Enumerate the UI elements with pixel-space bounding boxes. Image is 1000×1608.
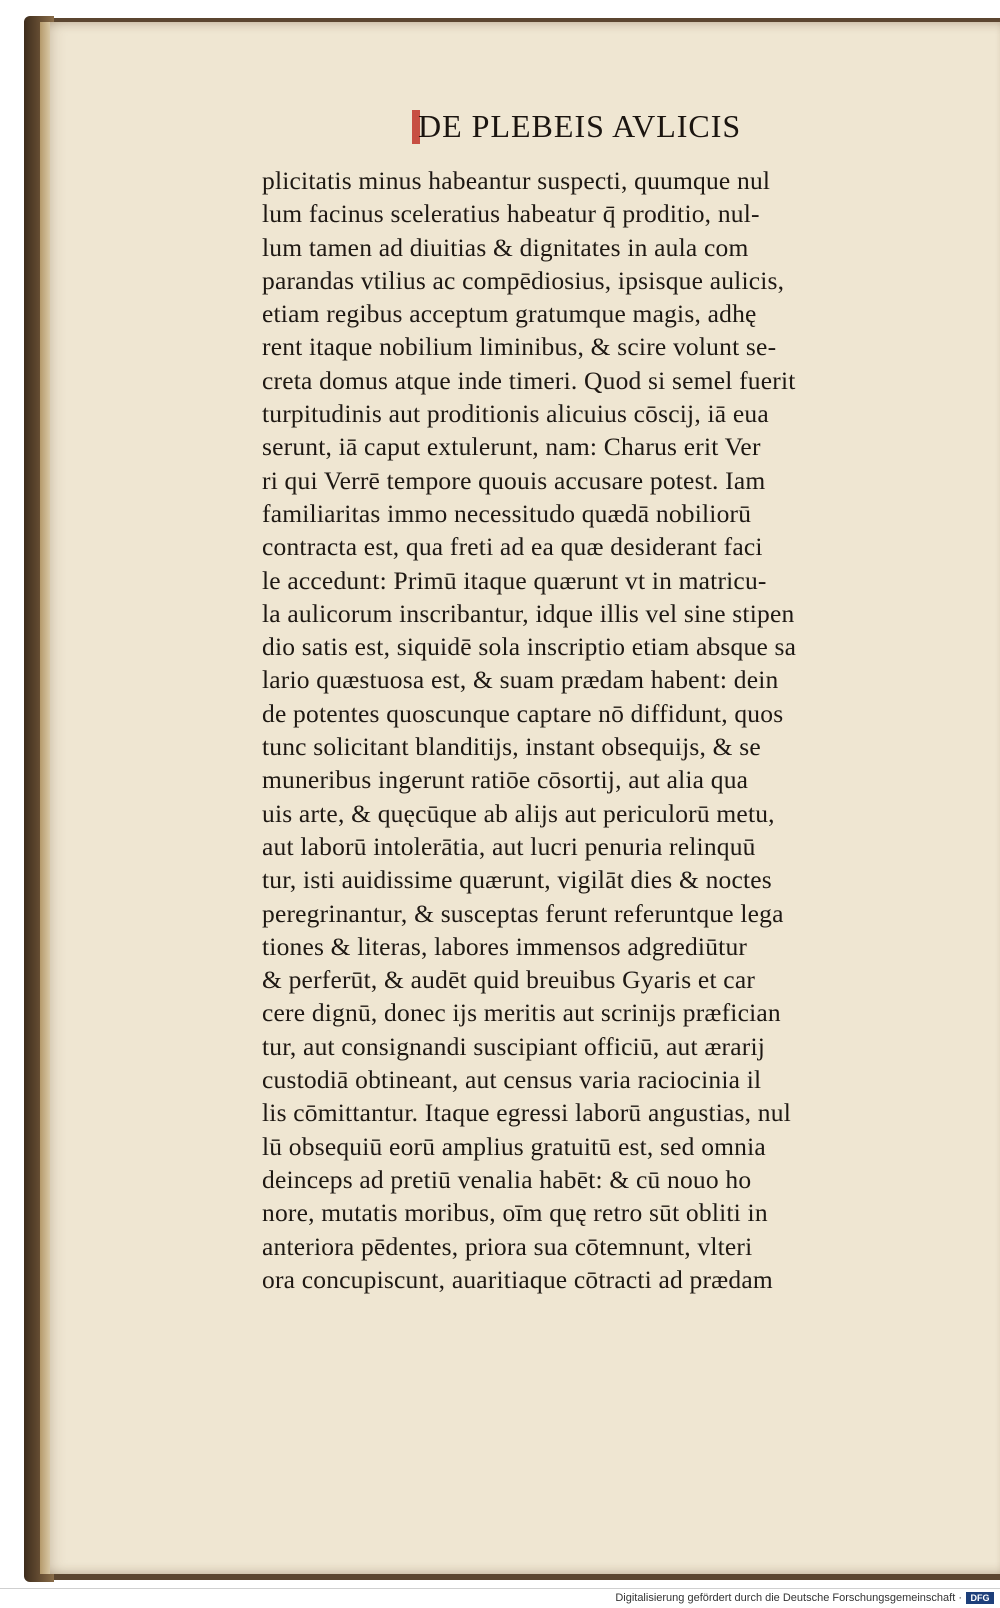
text-line: lario quæstuosa est, & suam prædam habent: dein bbox=[262, 665, 779, 695]
text-line: parandas vtilius ac compēdiosius, ipsisque aulicis, bbox=[262, 265, 785, 295]
text-line: anteriora pēdentes, priora sua cōtemnunt, vlteri bbox=[262, 1231, 753, 1261]
text-line: tunc solicitant blanditijs, instant obsequijs, & se bbox=[262, 732, 761, 762]
dfg-logo: DFG bbox=[966, 1592, 994, 1604]
running-head: DE PLEBEIS AVLICIS bbox=[418, 108, 742, 144]
text-line: etiam regibus acceptum gratumque magis, adhę bbox=[262, 299, 757, 329]
text-line: & perferūt, & audēt quid breuibus Gyaris et car bbox=[262, 965, 756, 995]
text-line: lū obsequiū eorū amplius gratuitū est, sed omnia bbox=[262, 1131, 766, 1161]
text-line: custodiā obtineant, aut census varia raciocinia il bbox=[262, 1065, 762, 1095]
text-line: contracta est, qua freti ad ea quæ desiderant faci bbox=[262, 532, 763, 562]
text-line: uis arte, & quęcūque ab alijs aut periculorū metu, bbox=[262, 798, 775, 828]
text-line: la aulicorum inscribantur, idque illis vel sine stipen bbox=[262, 598, 795, 628]
text-line: ri qui Verrē tempore quouis accusare potest. Iam bbox=[262, 465, 766, 495]
text-line: lis cōmittantur. Itaque egressi laborū angustias, nul bbox=[262, 1098, 791, 1128]
text-block bbox=[262, 164, 952, 1296]
text-line: plicitatis minus habeantur suspecti, quumque nul bbox=[262, 166, 771, 195]
text-line: familiaritas immo necessitudo quædā nobiliorū bbox=[262, 498, 752, 528]
page-gutter bbox=[40, 22, 50, 1574]
text-line: le accedunt: Primū itaque quærunt vt in matricu- bbox=[262, 565, 767, 595]
text-line: cere dignū, donec ijs meritis aut scrinijs præfician bbox=[262, 998, 781, 1028]
text-line: ora concupiscunt, auaritiaque cōtracti ad prædam bbox=[262, 1264, 773, 1294]
footer-credit: Digitalisierung gefördert durch die Deutsche Forschungsgemeinschaft · bbox=[615, 1592, 962, 1604]
footer-bar bbox=[0, 1588, 1000, 1608]
text-line: turpitudinis aut proditionis alicuius cōscij, iā eua bbox=[262, 399, 769, 429]
text-line: muneribus ingerunt ratiōe cōsortij, aut alia qua bbox=[262, 765, 749, 795]
text-line: lum tamen ad diuitias & dignitates in aula com bbox=[262, 232, 749, 262]
text-line: creta domus atque inde timeri. Quod si semel fuerit bbox=[262, 365, 796, 395]
text-line: tur, isti auidissime quærunt, vigilāt dies & noctes bbox=[262, 865, 772, 895]
text-line: de potentes quoscunque captare nō diffidunt, quos bbox=[262, 698, 784, 728]
text-line: dio satis est, siquidē sola inscriptio etiam absque sa bbox=[262, 632, 797, 662]
text-line: aut laborū intolerātia, aut lucri penuria relinquū bbox=[262, 831, 756, 861]
text-line: deinceps ad pretiū venalia habēt: & cū nouo ho bbox=[262, 1164, 752, 1194]
text-line: peregrinantur, & susceptas ferunt referuntque lega bbox=[262, 898, 784, 928]
text-line: tiones & literas, labores immensos adgrediūtur bbox=[262, 931, 748, 961]
text-line: serunt, iā caput extulerunt, nam: Charus erit Ver bbox=[262, 432, 761, 462]
text-line: rent itaque nobilium liminibus, & scire volunt se- bbox=[262, 332, 777, 362]
text-line: tur, aut consignandi suscipiant officiū, aut ærarij bbox=[262, 1031, 766, 1061]
text-line: nore, mutatis moribus, oīm quę retro sūt obliti in bbox=[262, 1198, 768, 1228]
text-line: lum facinus sceleratius habeatur q̄ proditio, nul- bbox=[262, 199, 760, 229]
